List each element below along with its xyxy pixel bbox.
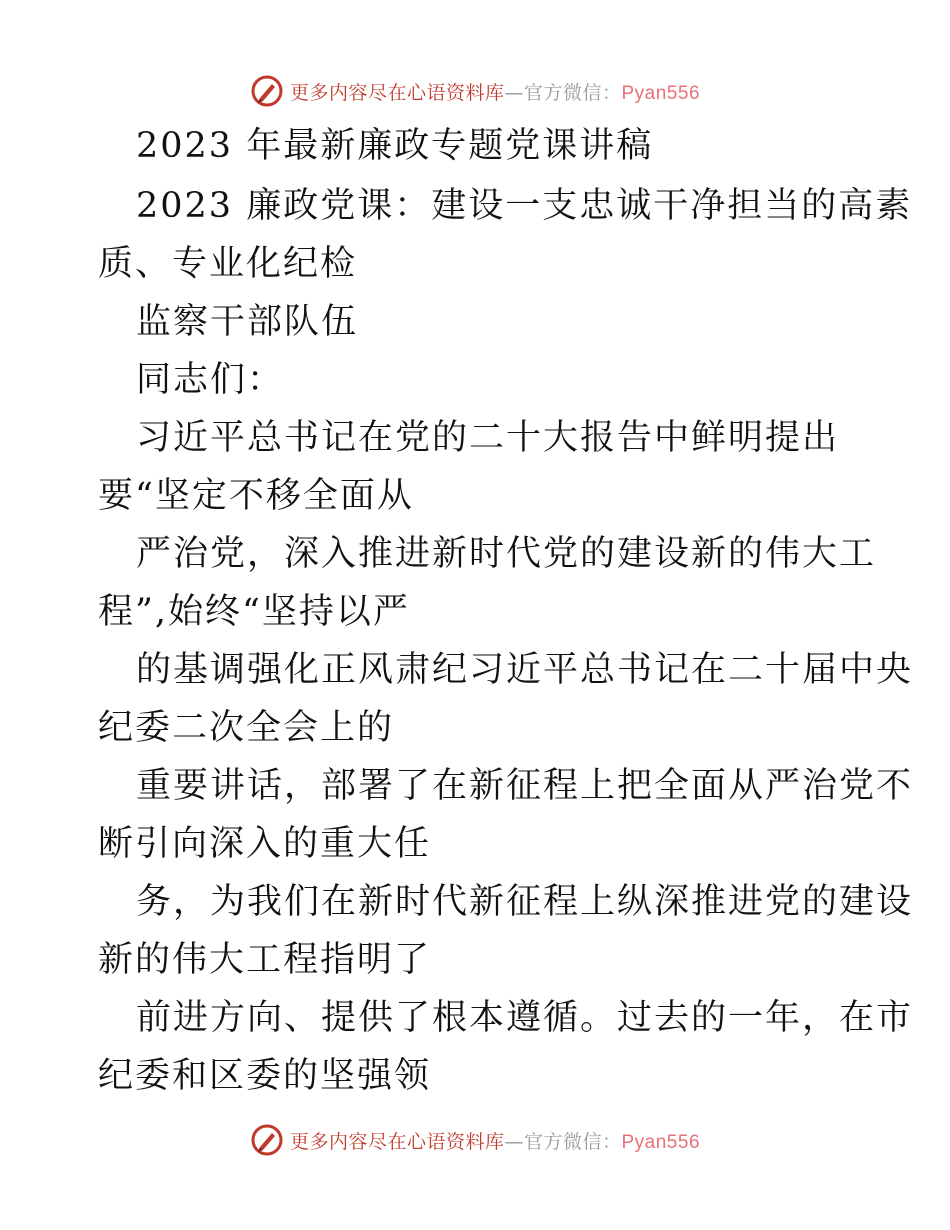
document-title: 2023 年最新廉政专题党课讲稿 [136, 126, 654, 166]
text-line: 要“坚定不移全面从 [98, 476, 414, 516]
pen-logo-icon [250, 1123, 284, 1157]
banner-wechat-label: 官方微信： [523, 81, 622, 104]
header-banner [0, 71, 950, 111]
banner-wechat-id: Pyan556 [621, 1131, 701, 1153]
banner-text [290, 1127, 700, 1154]
text-line: 质、专业化纪检 [98, 244, 358, 284]
text-line: 纪委和区委的坚强领 [98, 1056, 432, 1096]
text-line: 程”,始终“坚持以严 [98, 592, 410, 632]
text-line: 纪委二次全会上的 [98, 708, 395, 748]
text-line: 新的伟大工程指明了 [98, 940, 432, 980]
banner-wechat-id: Pyan556 [621, 82, 701, 104]
banner-text [290, 78, 700, 105]
text-line: 2023 廉政党课：建设一支忠诚干净担当的高素 [136, 186, 913, 226]
banner-dash: — [504, 1130, 524, 1153]
footer-banner [0, 1120, 950, 1160]
text-line: 习近平总书记在党的二十大报告中鲜明提出 [136, 418, 840, 458]
text-line: 断引向深入的重大任 [98, 824, 432, 864]
banner-dash: — [504, 81, 524, 104]
banner-wechat-label: 官方微信： [523, 1130, 622, 1153]
banner-main-text: 更多内容尽在心语资料库 [289, 81, 505, 104]
text-line: 监察干部队伍 [136, 302, 359, 342]
text-line: 务，为我们在新时代新征程上纵深推进党的建设 [136, 882, 914, 922]
text-line: 前进方向、提供了根本遵循。过去的一年，在市 [136, 998, 914, 1038]
text-line: 的基调强化正风肃纪习近平总书记在二十届中央 [136, 650, 914, 690]
salutation: 同志们： [136, 360, 285, 400]
banner-main-text: 更多内容尽在心语资料库 [289, 1130, 505, 1153]
text-line: 重要讲话，部署了在新征程上把全面从严治党不 [136, 766, 914, 806]
text-line: 严治党，深入推进新时代党的建设新的伟大工 [136, 534, 877, 574]
pen-logo-icon [250, 74, 284, 108]
